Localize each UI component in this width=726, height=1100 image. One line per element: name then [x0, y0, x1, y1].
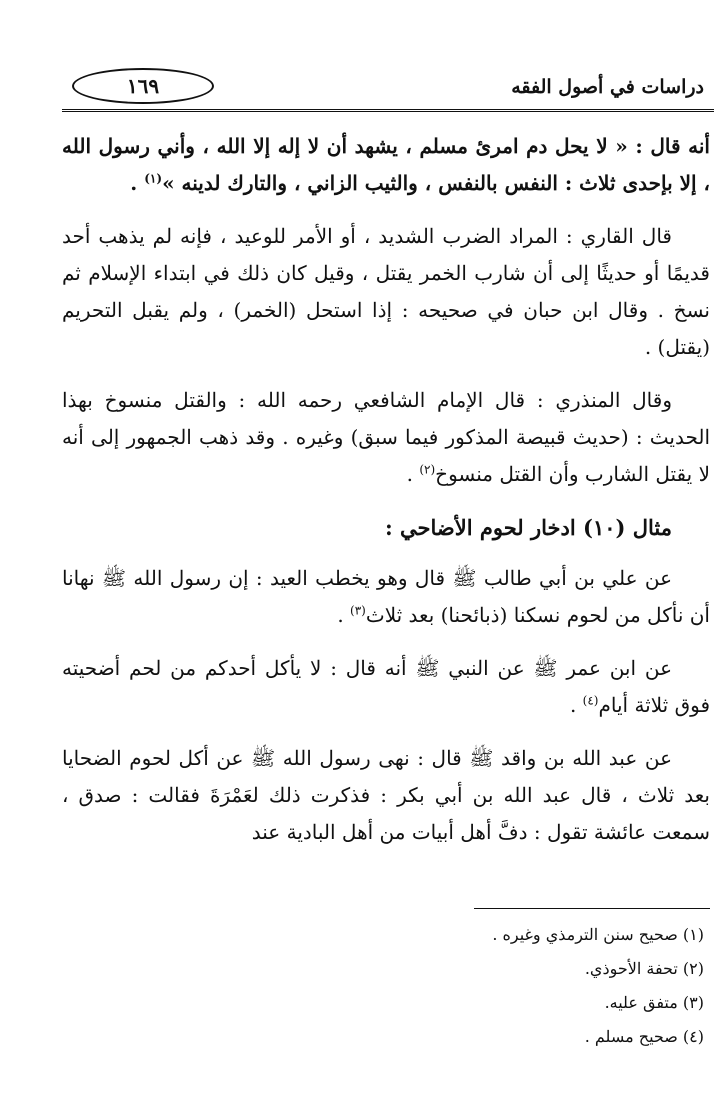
paragraph-text: قال القاري : المراد الضرب الشديد ، أو الأمر للوعيد ، فإنه لم يذهب أحد قديمًا أو حديثًا إلى أن شارب الخمر يقتل ، وقيل كان ذلك في ابتداء الإسلام ثم نسخ . وقال ابن حبان في صحيحه : إذا استحل (الخمر) ، ولم يقبل التحريم (يقتل) .	[62, 224, 710, 359]
page-header	[62, 62, 714, 112]
footnote-marker: (٢)	[419, 462, 436, 477]
footnote: (٤) صحيح مسلم .	[584, 1027, 704, 1046]
page-number: ١٦٩	[72, 68, 214, 104]
commentary-paragraph	[62, 218, 710, 366]
paragraph-end: .	[406, 462, 420, 486]
paragraph-text: عن علي بن أبي طالب ﷺ قال وهو يخطب العيد : إن رسول الله ﷺ نهانا أن نأكل من لحوم نسكنا (ذبائحنا) بعد ثلاث	[62, 566, 710, 627]
paragraph-end: .	[130, 171, 145, 195]
hadith-paragraph	[62, 560, 710, 634]
footnote: (٢) تحفة الأحوذي.	[584, 959, 704, 978]
hadith-paragraph	[62, 650, 710, 724]
footnote-marker: (٤)	[582, 693, 599, 708]
footnote-marker: (١)	[144, 171, 163, 186]
paragraph-text: أنه قال : « لا يحل دم امرئ مسلم ، يشهد أن لا إله إلا الله ، وأني رسول الله ، إلا بإحدى ثلاث : النفس بالنفس ، والثيب الزاني ، والتارك لدينه »	[62, 134, 710, 195]
paragraph-text: عن عبد الله بن واقد ﷺ قال : نهى رسول الله ﷺ عن أكل لحوم الضحايا بعد ثلاث ، قال عبد الله بن أبي بكر : فذكرت ذلك لعَمْرَةَ فقالت : صدق ، سمعت عائشة تقول : دفَّ أهل أبيات من أهل البادية عند	[62, 746, 710, 844]
hadith-paragraph	[62, 740, 710, 851]
footnote-marker: (٣)	[350, 603, 366, 618]
footnote: (٣) متفق عليه.	[604, 993, 704, 1012]
paragraph-text: وقال المنذري : قال الإمام الشافعي رحمه الله : والقتل منسوخ بهذا الحديث : (حديث قبيصة المذكور فيما سبق) وغيره . وقد ذهب الجمهور إلى أنه لا يقتل الشارب وأن القتل منسوخ	[62, 388, 710, 486]
footnote: (١) صحيح سنن الترمذي وغيره .	[492, 925, 704, 944]
header-rule	[62, 109, 714, 112]
commentary-paragraph	[62, 382, 710, 493]
paragraph-end: .	[337, 603, 351, 627]
running-title: دراسات في أصول الفقه	[511, 76, 704, 98]
footnotes	[304, 918, 704, 1054]
paragraph-end: .	[569, 693, 583, 717]
main-text	[62, 128, 710, 867]
section-heading: مثال (١٠) ادخار لحوم الأضاحي :	[384, 515, 672, 540]
hadith-paragraph	[62, 128, 710, 202]
footnote-separator	[474, 908, 710, 909]
paragraph-text: عن ابن عمر ﷺ عن النبي ﷺ أنه قال : لا يأكل أحدكم من لحم أضحيته فوق ثلاثة أيام	[62, 656, 710, 717]
